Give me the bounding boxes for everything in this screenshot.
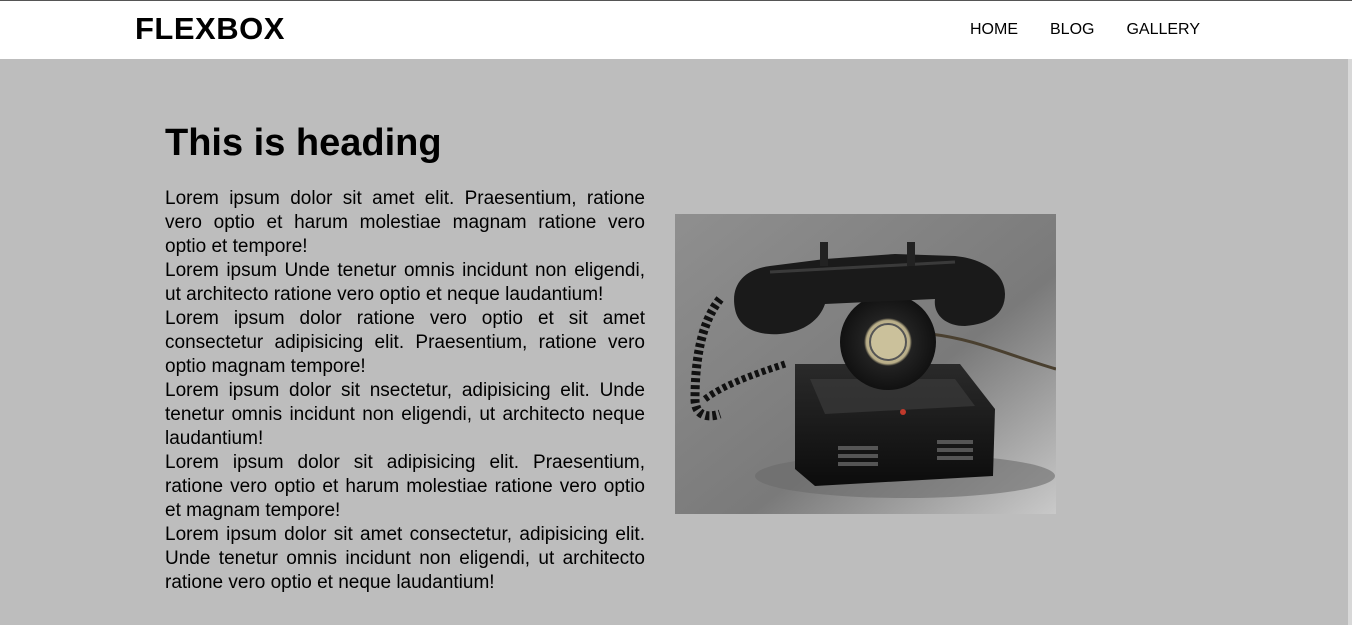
rotary-telephone-icon bbox=[675, 214, 1056, 514]
page-heading: This is heading bbox=[165, 122, 442, 164]
page-scrollbar[interactable] bbox=[1348, 59, 1352, 625]
paragraph: Lorem ipsum dolor sit nsectetur, adipisicing elit. Unde tenetur omnis incidunt non eligendi, ut architecto neque laudantium! bbox=[165, 380, 645, 449]
paragraph: Lorem ipsum dolor sit adipisicing elit. Praesentium, ratione vero optio et harum molestiae ratione vero optio et magnam tempore! bbox=[165, 452, 645, 521]
main-section bbox=[0, 59, 1348, 625]
paragraph: Lorem ipsum dolor sit amet consectetur, adipisicing elit. Unde tenetur omnis incidunt non eligendi, ut architecto ratione vero optio et neque laudantium! bbox=[165, 524, 645, 593]
site-header bbox=[0, 1, 1348, 59]
paragraph: Lorem ipsum dolor sit amet elit. Praesentium, ratione vero optio et harum molestiae magnam ratione vero optio et tempore! bbox=[165, 188, 645, 257]
main-nav bbox=[970, 21, 1200, 39]
paragraph: Lorem ipsum Unde tenetur omnis incidunt non eligendi, ut architecto ratione vero optio et neque laudantium! bbox=[165, 260, 645, 305]
nav-blog[interactable]: BLOG bbox=[1050, 21, 1095, 38]
site-logo[interactable]: FLEXBOX bbox=[135, 11, 285, 46]
text-column bbox=[165, 119, 645, 595]
nav-home[interactable]: HOME bbox=[970, 21, 1018, 38]
telephone-image bbox=[675, 214, 1056, 514]
nav-gallery[interactable]: GALLERY bbox=[1126, 21, 1200, 38]
paragraph: Lorem ipsum dolor ratione vero optio et sit amet consectetur adipisicing elit. Praesentium, ratione vero optio magnam tempore! bbox=[165, 308, 645, 377]
paragraph-list bbox=[165, 187, 645, 595]
